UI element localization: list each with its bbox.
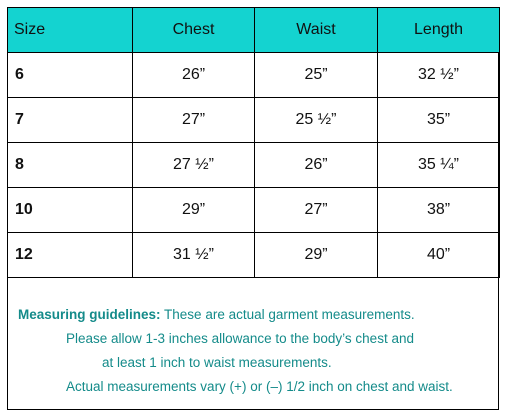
size-chart-table	[7, 7, 500, 278]
table-row	[8, 98, 500, 143]
size-cell: 12	[8, 233, 133, 278]
size-cell: 10	[8, 188, 133, 233]
length-cell: 32 ½”	[378, 53, 500, 98]
length-cell: 40”	[378, 233, 500, 278]
waist-cell: 27”	[255, 188, 378, 233]
length-cell: 35 ¼”	[378, 143, 500, 188]
guidelines-line-2: Please allow 1-3 inches allowance to the body’s chest and	[66, 331, 414, 346]
waist-cell: 29”	[255, 233, 378, 278]
table-row	[8, 188, 500, 233]
guidelines-text-1: These are actual garment measurements.	[164, 307, 415, 322]
chest-cell: 26”	[133, 53, 255, 98]
table-row	[8, 233, 500, 278]
table-row	[8, 143, 500, 188]
waist-cell: 25 ½”	[255, 98, 378, 143]
length-cell: 35”	[378, 98, 500, 143]
guidelines-line-3: at least 1 inch to waist measurements.	[102, 355, 332, 370]
chest-cell: 31 ½”	[133, 233, 255, 278]
guidelines-heading: Measuring guidelines:	[18, 307, 161, 322]
header-waist: Waist	[255, 8, 378, 53]
header-size: Size	[8, 8, 133, 53]
header-length: Length	[378, 8, 500, 53]
chest-cell: 27 ½”	[133, 143, 255, 188]
waist-cell: 26”	[255, 143, 378, 188]
header-row	[8, 8, 500, 53]
size-cell: 8	[8, 143, 133, 188]
length-cell: 38”	[378, 188, 500, 233]
size-cell: 7	[8, 98, 133, 143]
chest-cell: 29”	[133, 188, 255, 233]
guidelines-line-4: Actual measurements vary (+) or (–) 1/2 inch on chest and waist.	[66, 379, 453, 394]
header-chest: Chest	[133, 8, 255, 53]
guidelines-line-1	[18, 307, 415, 322]
size-cell: 6	[8, 53, 133, 98]
waist-cell: 25”	[255, 53, 378, 98]
table-row	[8, 53, 500, 98]
measuring-guidelines	[8, 291, 498, 409]
chest-cell: 27”	[133, 98, 255, 143]
